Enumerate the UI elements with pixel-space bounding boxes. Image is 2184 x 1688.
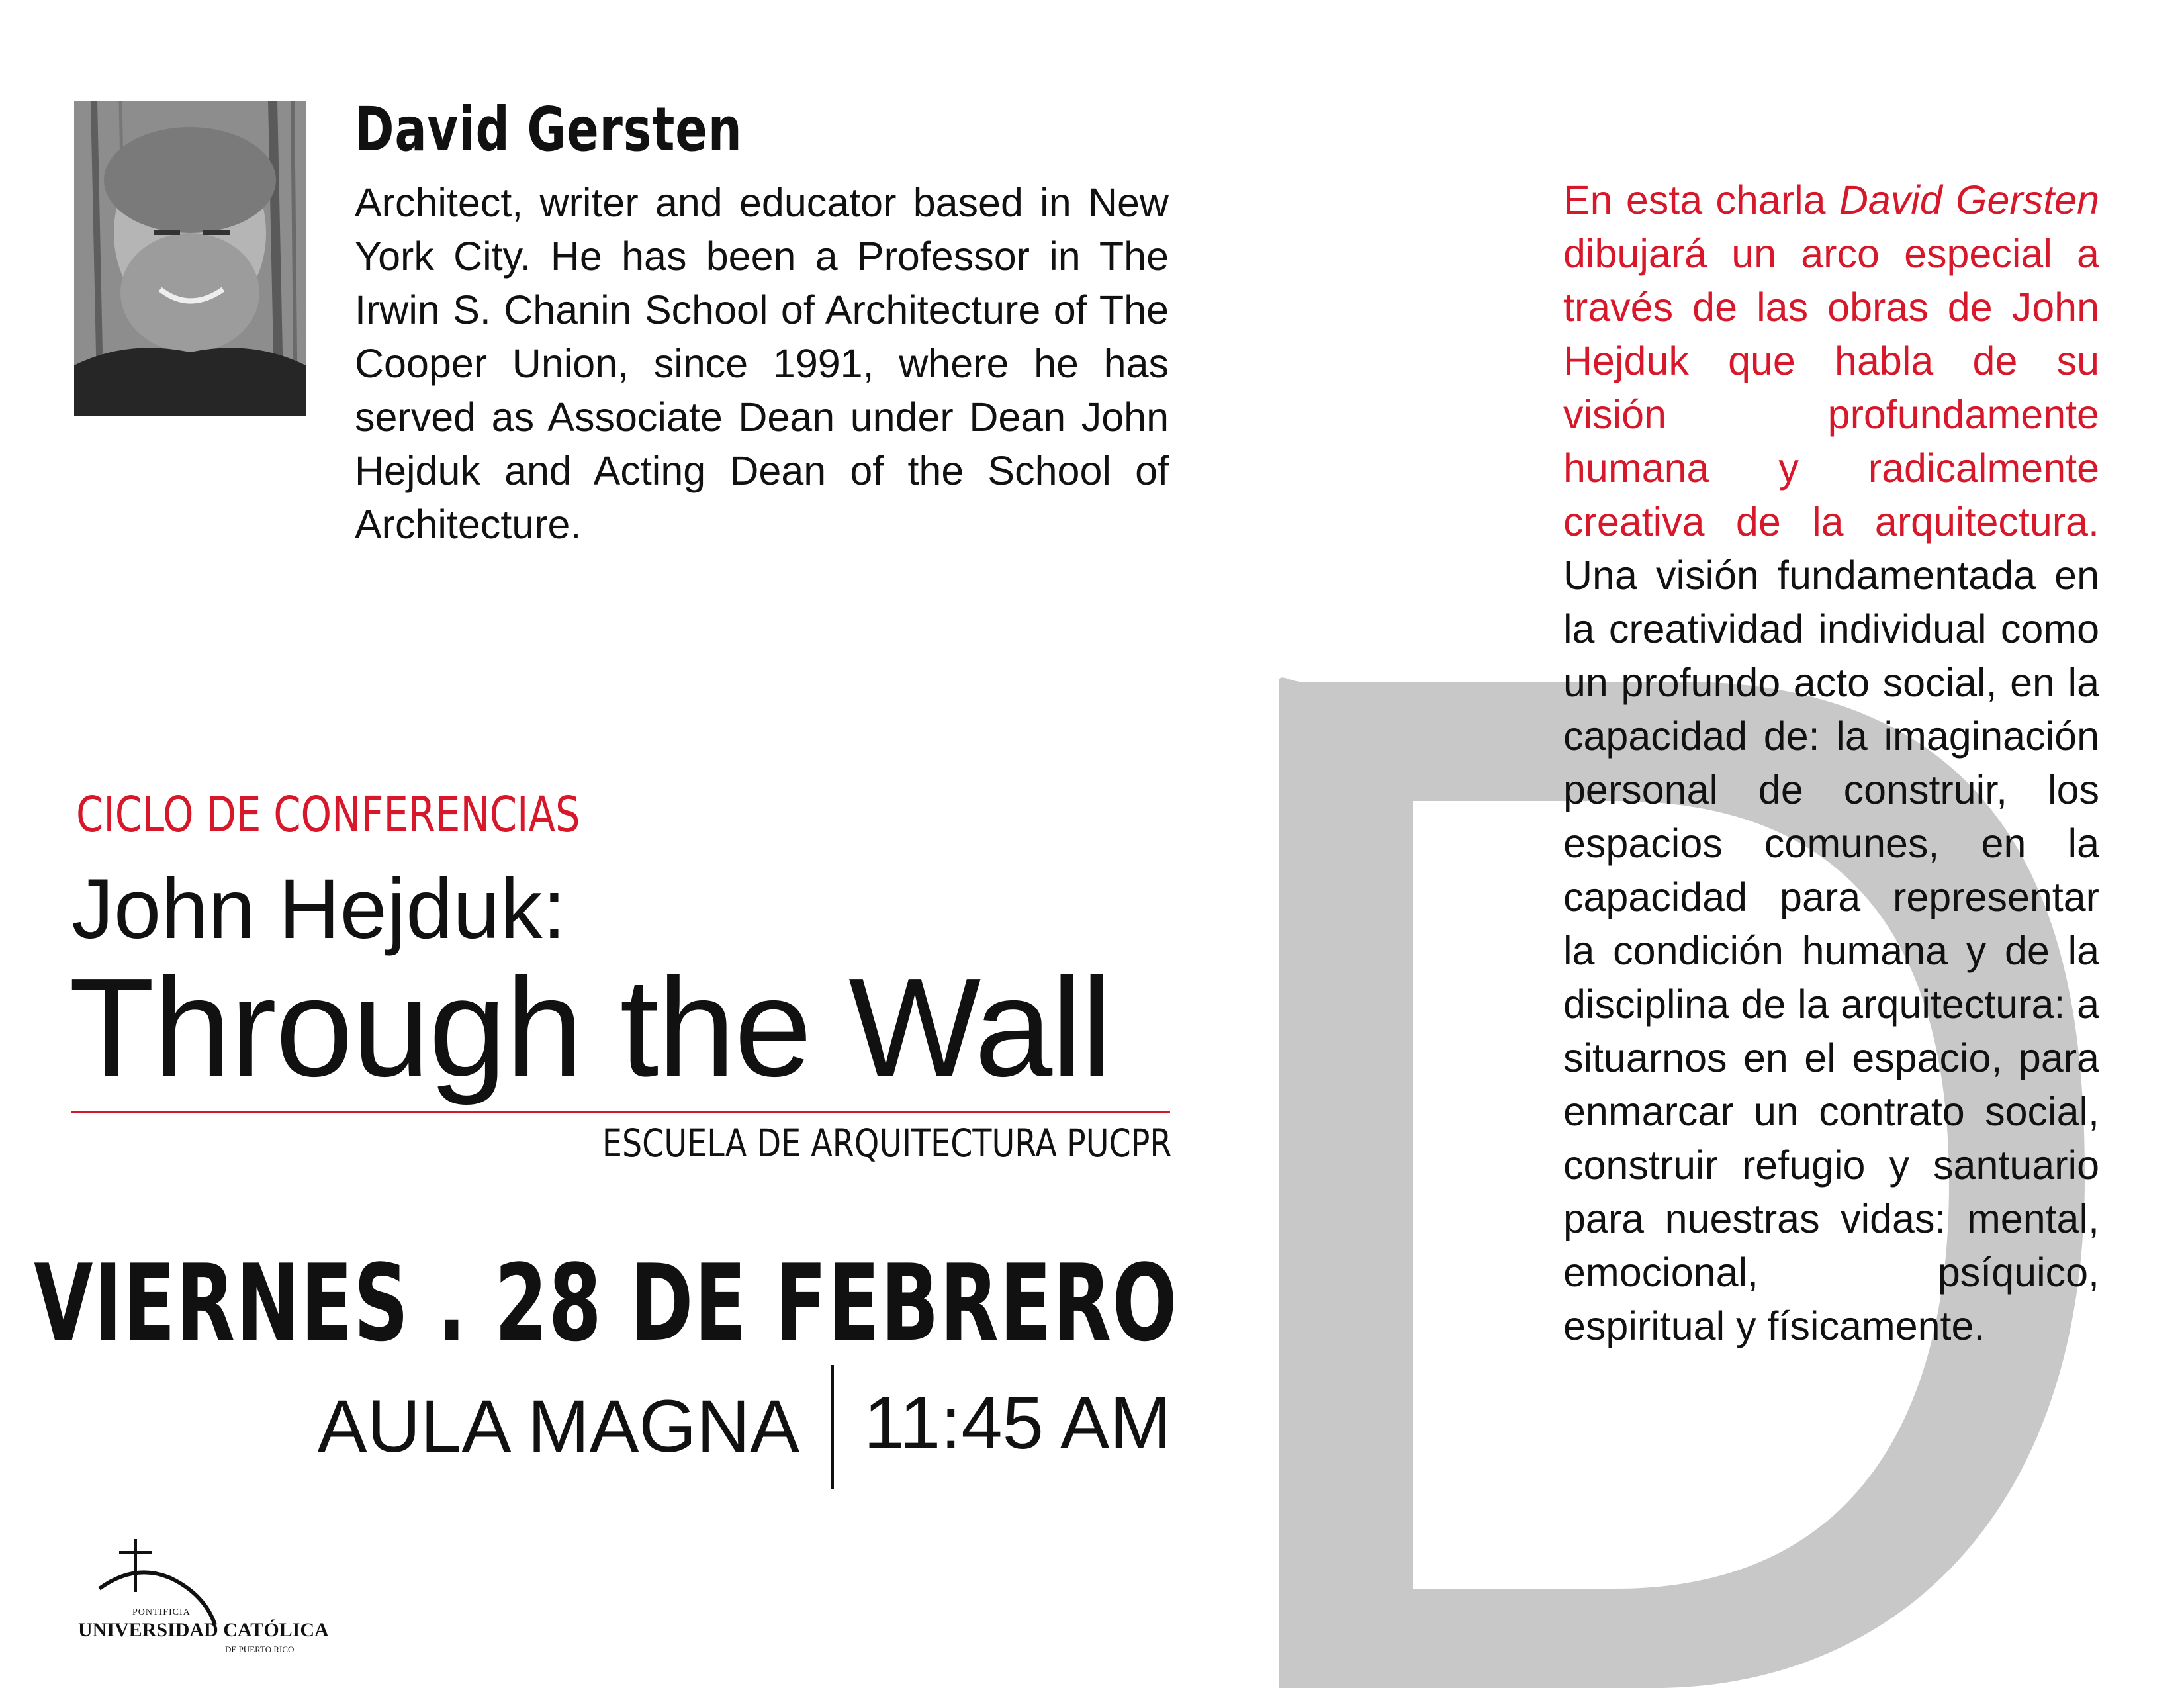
event-time: 11:45 AM bbox=[864, 1382, 1171, 1464]
speaker-bio: Architect, writer and educator based in New York City. He has been a Professor in The Irwin S. Chanin School of Architecture of The Cooper Union, since 1991, where he has served as Associate Dean under Dean John Hejduk and Acting Dean of the School of Architecture. bbox=[355, 180, 1169, 547]
logo-location: DE PUERTO RICO bbox=[225, 1644, 295, 1654]
logo-pontificia: PONTIFICIA bbox=[132, 1607, 191, 1617]
logo-university-name: UNIVERSIDAD CATÓLICA bbox=[78, 1619, 329, 1641]
school-label: ESCUELA DE ARQUITECTURA PUCPR bbox=[602, 1121, 1171, 1166]
event-title-line2: Through the Wall bbox=[69, 949, 1111, 1105]
speaker-name: David Gersten bbox=[355, 94, 743, 165]
description-body: Una visión fundamentada en la creatividad individual como un profundo acto social, en la capacidad de: la imaginación personal de construir, los espacios comunes, en la capacidad para representar la condición humana y de la disciplina de la arquitectura: a situarnos en el espacio, para enmarcar un contrato social, construir refugio y santuario para nuestras vidas: mental, emocional, psíquico, espiritual y físicamente. bbox=[1563, 553, 2099, 1348]
talk-description bbox=[1563, 173, 2099, 1353]
event-date: VIERNES . 28 DE FEBRERO bbox=[34, 1241, 1178, 1365]
venue-time-divider bbox=[831, 1365, 834, 1489]
speaker-portrait bbox=[74, 101, 306, 416]
description-intro: En esta charla bbox=[1563, 177, 1839, 222]
series-label: CICLO DE CONFERENCIAS bbox=[76, 786, 580, 843]
event-venue: AULA MAGNA bbox=[317, 1385, 799, 1468]
title-divider bbox=[71, 1111, 1170, 1113]
event-title-line1: John Hejduk: bbox=[71, 862, 567, 957]
description-highlight: dibujará un arco especial a través de las obras de John Hejduk que habla de su visión profundamente humana y radicalmente creativa de la arquitectura. bbox=[1563, 231, 2099, 544]
description-speaker: David Gersten bbox=[1839, 177, 2100, 222]
